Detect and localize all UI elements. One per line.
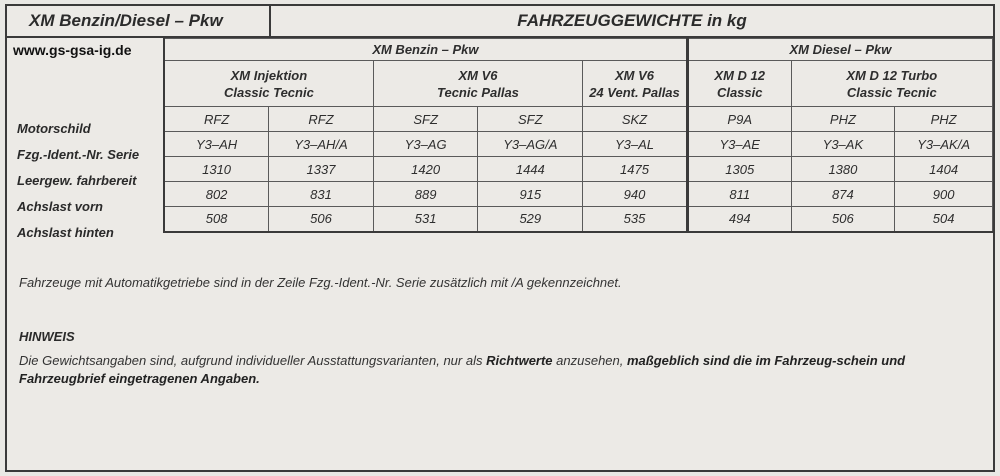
vehicle-type-title: XM Benzin/Diesel – Pkw bbox=[7, 6, 271, 38]
model-header bbox=[164, 61, 373, 107]
table-cell: 531 bbox=[373, 207, 478, 232]
table-cell: 889 bbox=[373, 182, 478, 207]
table-cell: SFZ bbox=[478, 107, 583, 132]
table-cell: 915 bbox=[478, 182, 583, 207]
table-cell: 802 bbox=[164, 182, 269, 207]
model-header bbox=[687, 61, 791, 107]
table-cell: 529 bbox=[478, 207, 583, 232]
table-cell: 874 bbox=[791, 182, 895, 207]
table-cell: 504 bbox=[895, 207, 993, 232]
table-cell: 1404 bbox=[895, 157, 993, 182]
table-row bbox=[164, 157, 993, 182]
table-cell: Y3–AL bbox=[583, 132, 688, 157]
website-url: www.gs-gsa-ig.de bbox=[13, 42, 132, 58]
table-cell: 1305 bbox=[687, 157, 791, 182]
table-row bbox=[164, 207, 993, 232]
table-cell: SFZ bbox=[373, 107, 478, 132]
row-label-ident-nr: Fzg.-Ident.-Nr. Serie bbox=[17, 147, 140, 162]
table-cell: 506 bbox=[269, 207, 374, 232]
table-cell: SKZ bbox=[583, 107, 688, 132]
table-cell: PHZ bbox=[895, 107, 993, 132]
table-cell: Y3–AH/A bbox=[269, 132, 374, 157]
table-row bbox=[164, 107, 993, 132]
model-trim: Classic Tecnic bbox=[846, 84, 937, 100]
row-label-achslast-vorn: Achslast vorn bbox=[17, 199, 103, 214]
model-name: XM D 12 bbox=[714, 67, 765, 83]
table-cell: Y3–AK bbox=[791, 132, 895, 157]
table-cell: Y3–AK/A bbox=[895, 132, 993, 157]
model-trim: Classic bbox=[716, 84, 763, 100]
hinweis-title: HINWEIS bbox=[19, 329, 75, 344]
model-trim: 24 Vent. Pallas bbox=[589, 84, 680, 100]
group-header-benzin: XM Benzin – Pkw bbox=[164, 39, 687, 61]
hinweis-part1: Die Gewichtsangaben sind, aufgrund individueller Ausstattungsvarianten, nur als bbox=[19, 353, 487, 368]
table-cell: Y3–AE bbox=[687, 132, 791, 157]
table-cell: 1380 bbox=[791, 157, 895, 182]
model-name: XM Injektion bbox=[230, 67, 308, 83]
document-page bbox=[5, 4, 995, 472]
hinweis-bold2: maßgeblich sind die im Fahrzeug-schein und Fahrzeugbrief eingetragenen Angaben. bbox=[19, 353, 906, 386]
table-row bbox=[164, 182, 993, 207]
model-name: XM V6 bbox=[614, 67, 654, 83]
hinweis-text bbox=[19, 352, 989, 388]
row-label-achslast-hinten: Achslast hinten bbox=[17, 225, 114, 240]
table-cell: 1310 bbox=[164, 157, 269, 182]
table-cell: 494 bbox=[687, 207, 791, 232]
table-cell: RFZ bbox=[164, 107, 269, 132]
group-header-diesel: XM Diesel – Pkw bbox=[687, 39, 992, 61]
model-header bbox=[373, 61, 582, 107]
weights-table bbox=[163, 38, 993, 233]
model-name: XM D 12 Turbo bbox=[846, 67, 938, 83]
table-cell: 1337 bbox=[269, 157, 374, 182]
table-cell: RFZ bbox=[269, 107, 374, 132]
table-row bbox=[164, 132, 993, 157]
hinweis-bold1: Richtwerte bbox=[486, 353, 553, 368]
model-header bbox=[791, 61, 992, 107]
row-label-motorschild: Motorschild bbox=[17, 121, 91, 136]
automatic-note: Fahrzeuge mit Automatikgetriebe sind in der Zeile Fzg.-Ident.-Nr. Serie zusätzlich mit /A gekennzeichnet. bbox=[19, 275, 622, 290]
table-cell: 1420 bbox=[373, 157, 478, 182]
model-trim: Tecnic Pallas bbox=[437, 84, 519, 100]
row-labels bbox=[17, 116, 139, 246]
model-header bbox=[583, 61, 688, 107]
table-cell: Y3–AG/A bbox=[478, 132, 583, 157]
table-cell: 811 bbox=[687, 182, 791, 207]
table-cell: 506 bbox=[791, 207, 895, 232]
row-label-leergewicht: Leergew. fahrbereit bbox=[17, 173, 137, 188]
model-name: XM V6 bbox=[458, 67, 498, 83]
model-trim: Classic Tecnic bbox=[223, 84, 314, 100]
page-title: FAHRZEUGGEWICHTE in kg bbox=[271, 6, 993, 38]
table-cell: 940 bbox=[583, 182, 688, 207]
table-cell: 1444 bbox=[478, 157, 583, 182]
table-cell: P9A bbox=[687, 107, 791, 132]
table-cell: 831 bbox=[269, 182, 374, 207]
table-cell: 1475 bbox=[583, 157, 688, 182]
table-cell: Y3–AH bbox=[164, 132, 269, 157]
table-cell: 900 bbox=[895, 182, 993, 207]
hinweis-part2: anzusehen, bbox=[552, 353, 627, 368]
table-cell: 535 bbox=[583, 207, 688, 232]
table-cell: PHZ bbox=[791, 107, 895, 132]
table-cell: 508 bbox=[164, 207, 269, 232]
table-cell: Y3–AG bbox=[373, 132, 478, 157]
